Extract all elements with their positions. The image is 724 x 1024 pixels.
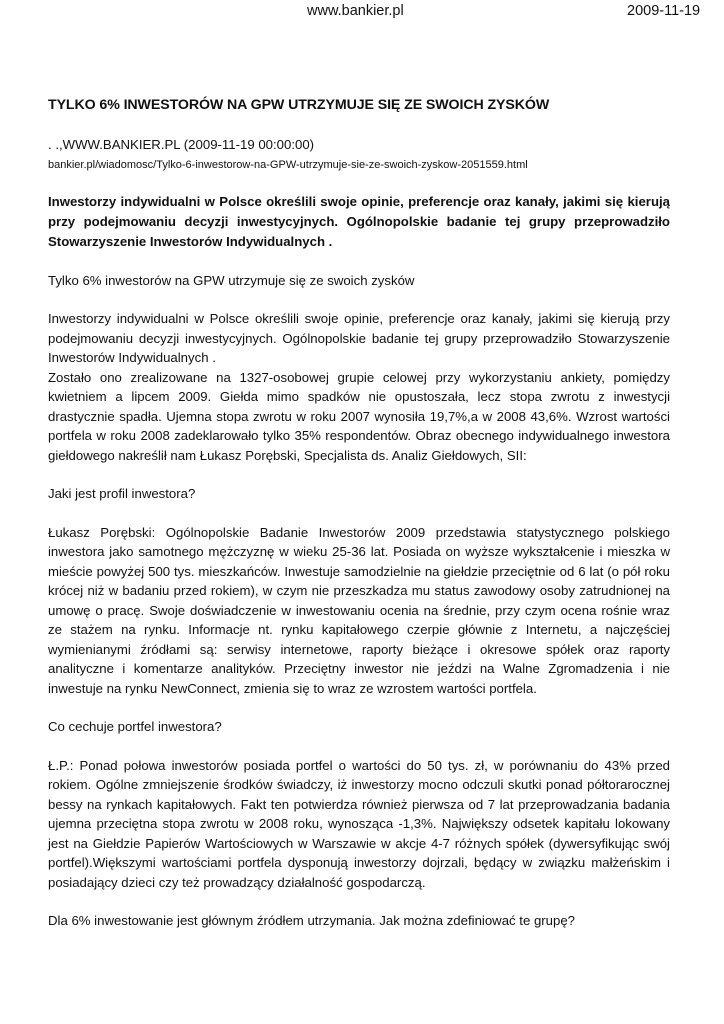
article-paragraph: Tylko 6% inwestorów na GPW utrzymuje się ze swoich zysków xyxy=(48,272,415,288)
article xyxy=(48,95,670,931)
article-url: bankier.pl/wiadomosc/Tylko-6-inwestorow-na-GPW-utrzymuje-sie-ze-swoich-zyskow-2051559.html xyxy=(48,158,528,171)
article-question: Co cechuje portfel inwestora? xyxy=(48,719,222,734)
page-header xyxy=(0,0,724,20)
article-title: TYLKO 6% INWESTORÓW NA GPW UTRZYMUJE SIĘ ZE SWOICH ZYSKÓW xyxy=(48,97,550,113)
article-lead: Inwestorzy indywidualni w Polsce określili swoje opinie, preferencje oraz kanały, jakimi się kierują przy podejmowaniu decyzji inwestycyjnych. Ogólnopolskie badanie tej grupy przeprowadziło Stowarzyszenie Inwestorów Indywidualnych . xyxy=(48,193,670,249)
header-date: 2009-11-19 xyxy=(627,3,701,19)
article-paragraph: Łukasz Porębski: Ogólnopolskie Badanie Inwestorów 2009 przedstawia statystycznego polskiego inwestora jako samotnego mężczyznę w wieku 25-36 lat. Posiada on wyższe wykształcenie i mieszka w mieście powyżej 500 tys. mieszkańców. Inwestuje samodzielnie na giełdzie przeciętnie od 6 lat (o pół roku krócej niż w badaniu przed rokiem), w czym nie przeszkadza mu status zawodowy osoby zatrudnionej na umowę o pracę. Swoje doświadczenie w inwestowaniu ocenia na średnie, przy czym ocena rośnie wraz ze stażem na rynku. Informacje nt. rynku kapitałowego czerpie głównie z Internetu, a najczęściej wymienianymi źródłami są: serwisy internetowe, raporty bieżące i okresowe spółek oraz raporty analityczne i komentarze analityków. Przeciętny inwestor nie jeździ na Walne Zgromadzenia i nie inwestuje na rynku NewConnect, zmienia się to wraz ze wzrostem wartości portfela. xyxy=(48,524,670,696)
article-paragraph: Ł.P.: Ponad połowa inwestorów posiada portfel o wartości do 50 tys. zł, w porównaniu do 43% przed rokiem. Ogólne zmniejszenie środków świadczy, iż inwestorzy mocno odczuli skutki ponad półtorarocznej bessy na rynkach kapitałowych. Fakt ten potwierdza również pierwsza od 7 lat przeprowadzania badania ujemna przeciętna stopa zwrotu w 2008 roku, wynosząca -1,3%. Największy odsetek kapitału lokowany jest na Giełdzie Papierów Wartościowych w Warszawie w akcje 4-7 różnych spółek (dywersyfikując swój portfel).Większymi wartościami portfela dysponują inwestorzy dojrzali, będący w związku małżeńskim i posiadający dzieci czy też prowadzący działalność gospodarczą. xyxy=(48,757,670,890)
article-question: Jaki jest profil inwestora? xyxy=(48,486,196,501)
article-source-line: . .,WWW.BANKIER.PL (2009-11-19 00:00:00) xyxy=(48,137,315,152)
article-question: Dla 6% inwestowanie jest głównym źródłem utrzymania. Jak można zdefiniować te grupę? xyxy=(48,913,576,928)
article-paragraph: Zostało ono zrealizowane na 1327-osobowej grupie celowej przy wykorzystaniu ankiety, pomiędzy kwietniem a lipcem 2009. Giełda mimo spadków nie opustoszała, lecz stopa zwrotu z inwestycji drastycznie spadła. Ujemna stopa zwrotu w roku 2007 wynosiła 19,7%,a w 2008 43,6%. Wzrost wartości portfela w roku 2008 zadeklarowało tylko 35% respondentów. Obraz obecnego indywidualnego inwestora giełdowego nakreślił nam Łukasz Porębski, Specjalista ds. Analiz Giełdowych, SII: xyxy=(48,369,670,463)
article-paragraph: Inwestorzy indywidualni w Polsce określili swoje opinie, preferencje oraz kanały, jakimi się kierują przy podejmowaniu decyzji inwestycyjnych. Ogólnopolskie badanie tej grupy przeprowadziło Stowarzyszenie Inwestorów Indywidualnych . xyxy=(48,311,670,365)
header-site: www.bankier.pl xyxy=(307,3,404,19)
